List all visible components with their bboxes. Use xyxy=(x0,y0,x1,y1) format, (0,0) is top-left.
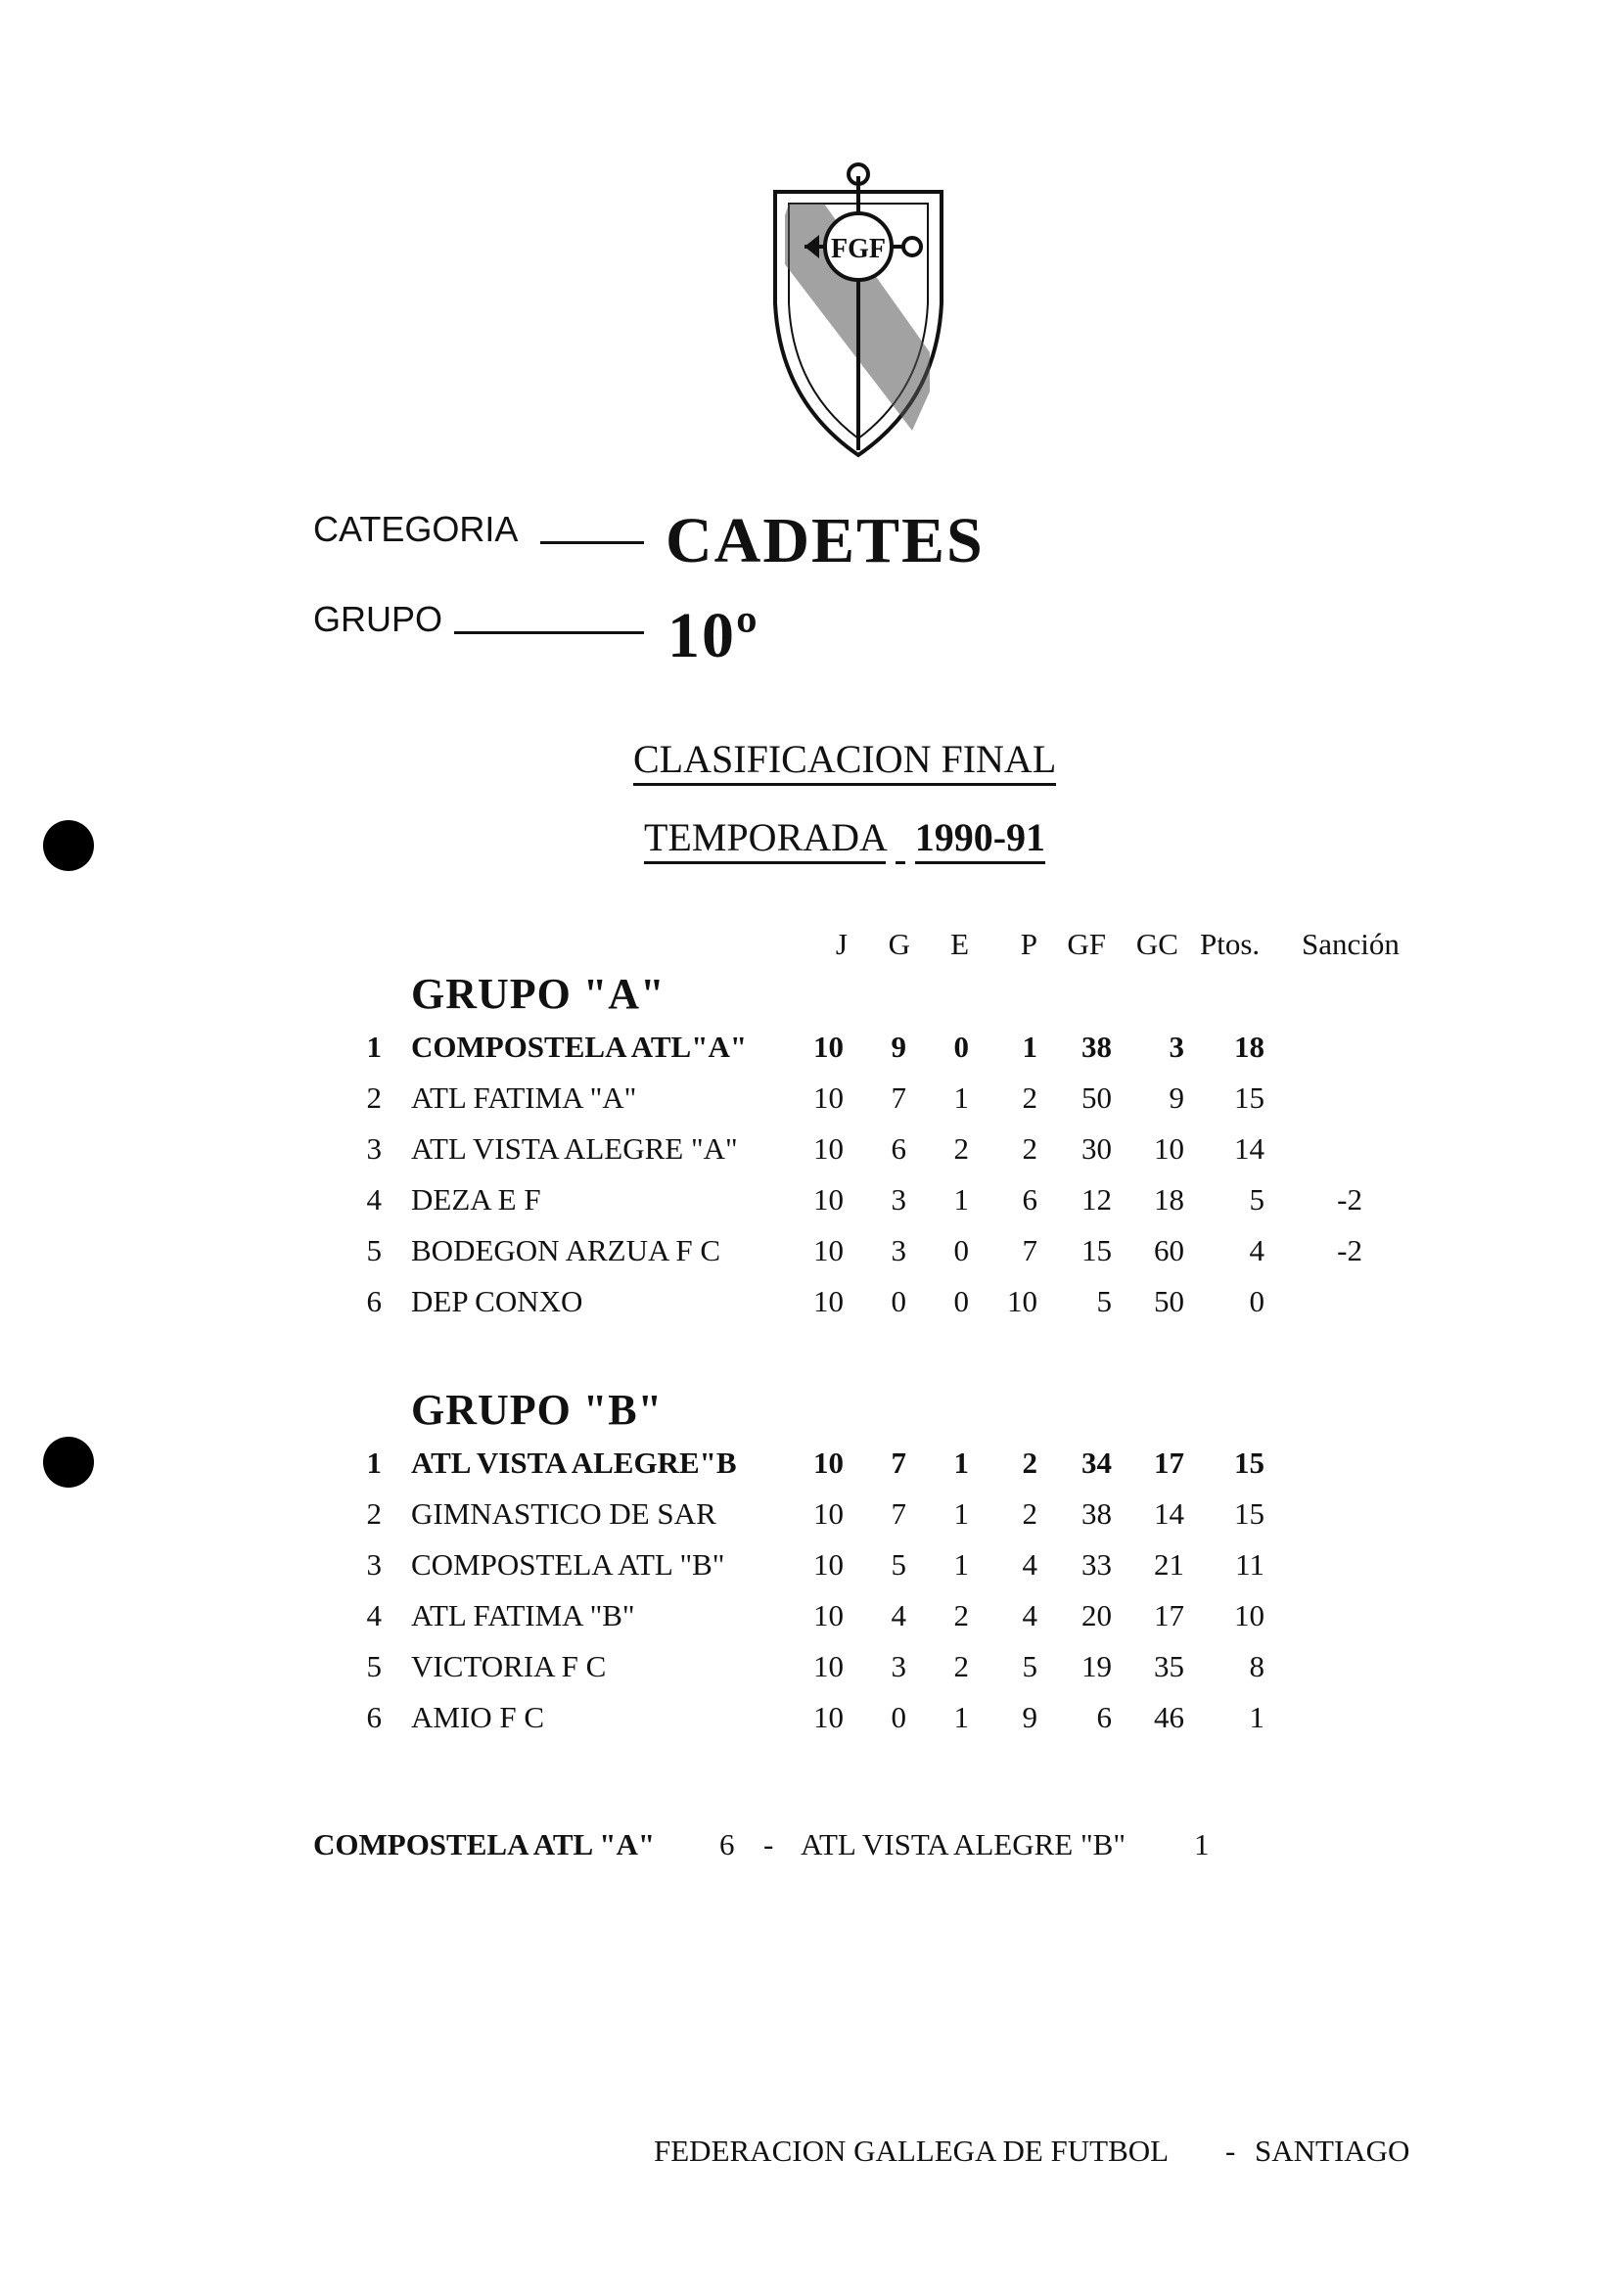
cell-pos: 2 xyxy=(366,1080,382,1115)
group-a-title: GRUPO "A" xyxy=(411,970,666,1018)
cell-p: 1 xyxy=(1022,1030,1037,1064)
table-row xyxy=(0,1446,1609,1496)
cell-gf: 38 xyxy=(1081,1496,1112,1531)
categoria-underline xyxy=(540,541,644,544)
cell-team: VICTORIA F C xyxy=(411,1649,607,1683)
col-header-e: E xyxy=(950,927,969,961)
cell-p: 2 xyxy=(1022,1446,1037,1480)
grupo-underline xyxy=(454,631,644,634)
footer-org: FEDERACION GALLEGA DE FUTBOL xyxy=(654,2134,1170,2168)
cell-pts: 10 xyxy=(1234,1598,1264,1632)
footer-city: SANTIAGO xyxy=(1255,2134,1410,2168)
cell-j: 10 xyxy=(813,1233,844,1267)
cell-j: 10 xyxy=(813,1649,844,1683)
table-row xyxy=(0,1496,1609,1547)
cell-pts: 8 xyxy=(1249,1649,1264,1683)
cell-pos: 6 xyxy=(366,1284,382,1318)
cell-pos: 2 xyxy=(366,1496,382,1531)
cell-e: 2 xyxy=(953,1649,969,1683)
cell-team: BODEGON ARZUA F C xyxy=(411,1233,721,1267)
footer-separator: - xyxy=(1225,2134,1236,2168)
cell-gc: 3 xyxy=(1169,1030,1184,1064)
cell-j: 10 xyxy=(813,1080,844,1115)
cell-pos: 1 xyxy=(366,1030,382,1064)
final-match xyxy=(0,1827,1609,1878)
cell-p: 2 xyxy=(1022,1131,1037,1166)
federation-shield-icon xyxy=(765,157,951,462)
cell-p: 2 xyxy=(1022,1080,1037,1115)
categoria-label: CATEGORIA xyxy=(313,509,519,549)
table-row xyxy=(0,1182,1609,1233)
table-row xyxy=(0,1233,1609,1284)
table-row xyxy=(0,1598,1609,1649)
cell-j: 10 xyxy=(813,1182,844,1217)
cell-pts: 14 xyxy=(1234,1131,1264,1166)
cell-gc: 17 xyxy=(1154,1598,1184,1632)
cell-gf: 6 xyxy=(1096,1700,1112,1734)
cell-pos: 1 xyxy=(366,1446,382,1480)
final-away-score: 1 xyxy=(1194,1827,1210,1861)
cell-pts: 11 xyxy=(1235,1547,1264,1582)
cell-j: 10 xyxy=(813,1131,844,1166)
cell-g: 7 xyxy=(891,1496,906,1531)
cell-e: 1 xyxy=(953,1446,969,1480)
punch-hole-top xyxy=(43,820,94,871)
cell-team: COMPOSTELA ATL "B" xyxy=(411,1547,725,1582)
cell-gc: 35 xyxy=(1154,1649,1184,1683)
cell-j: 10 xyxy=(813,1284,844,1318)
cell-pos: 3 xyxy=(366,1547,382,1582)
season-label: TEMPORADA xyxy=(644,815,886,864)
final-home-team: COMPOSTELA ATL "A" xyxy=(313,1827,656,1861)
season-spacer xyxy=(896,815,905,864)
final-away-team: ATL VISTA ALEGRE "B" xyxy=(801,1827,1126,1861)
season-line xyxy=(644,814,1045,860)
cell-e: 1 xyxy=(953,1182,969,1217)
cell-gc: 17 xyxy=(1154,1446,1184,1480)
cell-gf: 5 xyxy=(1096,1284,1112,1318)
cell-g: 5 xyxy=(891,1547,906,1582)
cell-gc: 46 xyxy=(1154,1700,1184,1734)
cell-pos: 5 xyxy=(366,1649,382,1683)
grupo-value: 10º xyxy=(667,600,759,671)
cell-j: 10 xyxy=(813,1547,844,1582)
cell-gc: 14 xyxy=(1154,1496,1184,1531)
cell-e: 2 xyxy=(953,1131,969,1166)
cell-j: 10 xyxy=(813,1030,844,1064)
cell-team: GIMNASTICO DE SAR xyxy=(411,1496,716,1531)
cell-pts: 0 xyxy=(1249,1284,1264,1318)
table-row xyxy=(0,1284,1609,1335)
cell-gc: 21 xyxy=(1154,1547,1184,1582)
cell-pts: 18 xyxy=(1234,1030,1264,1064)
cell-gf: 30 xyxy=(1081,1131,1112,1166)
cell-p: 4 xyxy=(1022,1547,1037,1582)
cell-pts: 15 xyxy=(1234,1496,1264,1531)
col-header-pts: Ptos. xyxy=(1200,927,1261,961)
cell-team: DEP CONXO xyxy=(411,1284,583,1318)
col-header-p: P xyxy=(1020,927,1037,961)
cell-p: 9 xyxy=(1022,1700,1037,1734)
cell-p: 5 xyxy=(1022,1649,1037,1683)
cell-pts: 15 xyxy=(1234,1446,1264,1480)
table-row xyxy=(0,1131,1609,1182)
cell-pts: 1 xyxy=(1249,1700,1264,1734)
cell-sancion: -2 xyxy=(1337,1182,1362,1217)
cell-pos: 4 xyxy=(366,1598,382,1632)
table-row xyxy=(0,1030,1609,1080)
cell-g: 0 xyxy=(891,1700,906,1734)
cell-team: ATL VISTA ALEGRE "A" xyxy=(411,1131,738,1166)
cell-team: AMIO F C xyxy=(411,1700,545,1734)
col-header-gc: GC xyxy=(1135,927,1178,961)
col-header-sancion: Sanción xyxy=(1302,927,1400,961)
final-separator: - xyxy=(763,1827,774,1861)
season-value: 1990-91 xyxy=(915,815,1045,864)
cell-gf: 38 xyxy=(1081,1030,1112,1064)
footer xyxy=(0,2134,1609,2184)
cell-e: 1 xyxy=(953,1496,969,1531)
cell-p: 6 xyxy=(1022,1182,1037,1217)
cell-j: 10 xyxy=(813,1446,844,1480)
cell-gf: 19 xyxy=(1081,1649,1112,1683)
col-header-gf: GF xyxy=(1067,927,1106,961)
cell-g: 0 xyxy=(891,1284,906,1318)
col-header-g: G xyxy=(888,927,910,961)
cell-pos: 6 xyxy=(366,1700,382,1734)
table-row xyxy=(0,1080,1609,1131)
categoria-value: CADETES xyxy=(666,505,985,576)
cell-e: 0 xyxy=(953,1233,969,1267)
cell-e: 0 xyxy=(953,1284,969,1318)
cell-g: 3 xyxy=(891,1649,906,1683)
cell-pos: 4 xyxy=(366,1182,382,1217)
cell-g: 9 xyxy=(891,1030,906,1064)
col-header-j: J xyxy=(835,927,848,961)
final-home-score: 6 xyxy=(719,1827,735,1861)
table-row xyxy=(0,1649,1609,1700)
svg-text:FGF: FGF xyxy=(831,234,886,264)
table-header-row xyxy=(0,927,1609,978)
cell-gf: 33 xyxy=(1081,1547,1112,1582)
cell-team: ATL FATIMA "A" xyxy=(411,1080,637,1115)
cell-team: COMPOSTELA ATL"A" xyxy=(411,1030,748,1064)
cell-e: 1 xyxy=(953,1700,969,1734)
cell-gf: 20 xyxy=(1081,1598,1112,1632)
cell-g: 3 xyxy=(891,1233,906,1267)
cell-g: 6 xyxy=(891,1131,906,1166)
cell-gc: 50 xyxy=(1154,1284,1184,1318)
cell-pts: 4 xyxy=(1249,1233,1264,1267)
cell-team: ATL FATIMA "B" xyxy=(411,1598,635,1632)
cell-pts: 5 xyxy=(1249,1182,1264,1217)
cell-g: 4 xyxy=(891,1598,906,1632)
cell-p: 4 xyxy=(1022,1598,1037,1632)
cell-pos: 5 xyxy=(366,1233,382,1267)
cell-e: 1 xyxy=(953,1080,969,1115)
cell-e: 2 xyxy=(953,1598,969,1632)
cell-sancion: -2 xyxy=(1337,1233,1362,1267)
cell-j: 10 xyxy=(813,1598,844,1632)
cell-gc: 9 xyxy=(1169,1080,1184,1115)
cell-gf: 50 xyxy=(1081,1080,1112,1115)
page-title xyxy=(633,736,1056,782)
cell-gf: 12 xyxy=(1081,1182,1112,1217)
group-b-title: GRUPO "B" xyxy=(411,1386,664,1434)
cell-gc: 10 xyxy=(1154,1131,1184,1166)
cell-e: 0 xyxy=(953,1030,969,1064)
cell-p: 10 xyxy=(1007,1284,1037,1318)
cell-e: 1 xyxy=(953,1547,969,1582)
cell-j: 10 xyxy=(813,1700,844,1734)
cell-p: 2 xyxy=(1022,1496,1037,1531)
grupo-label: GRUPO xyxy=(313,599,443,639)
cell-j: 10 xyxy=(813,1496,844,1531)
page-title-text: CLASIFICACION FINAL xyxy=(633,737,1056,786)
cell-g: 7 xyxy=(891,1080,906,1115)
cell-g: 3 xyxy=(891,1182,906,1217)
table-row xyxy=(0,1700,1609,1751)
cell-gc: 18 xyxy=(1154,1182,1184,1217)
cell-pts: 15 xyxy=(1234,1080,1264,1115)
cell-g: 7 xyxy=(891,1446,906,1480)
cell-team: DEZA E F xyxy=(411,1182,541,1217)
cell-team: ATL VISTA ALEGRE"B xyxy=(411,1446,737,1480)
cell-p: 7 xyxy=(1022,1233,1037,1267)
cell-gf: 34 xyxy=(1081,1446,1112,1480)
cell-gc: 60 xyxy=(1154,1233,1184,1267)
table-row xyxy=(0,1547,1609,1598)
cell-gf: 15 xyxy=(1081,1233,1112,1267)
cell-pos: 3 xyxy=(366,1131,382,1166)
